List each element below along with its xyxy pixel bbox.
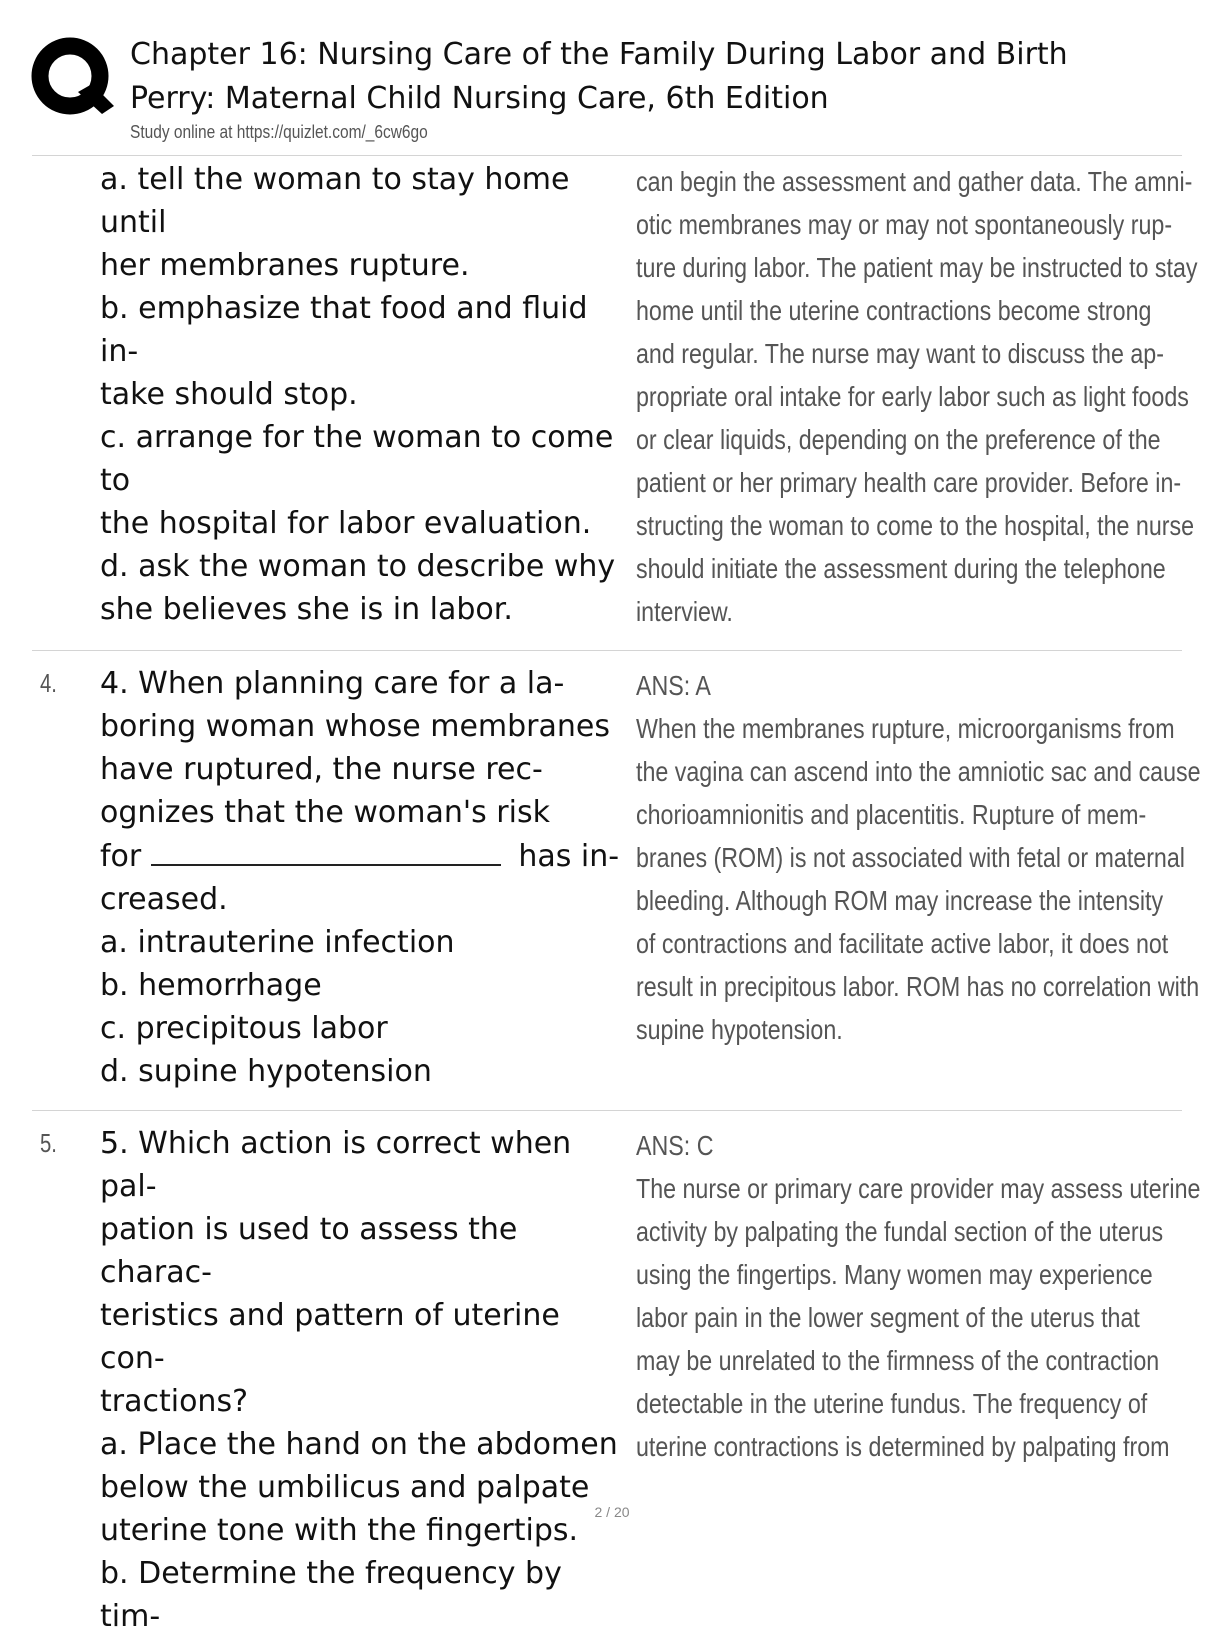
question-line: d. ask the woman to describe why [100, 549, 616, 584]
answer-key: ANS: C [636, 1130, 714, 1161]
question-line: pation is used to assess the charac- [100, 1212, 518, 1290]
study-online-link[interactable]: Study online at https://quizlet.com/_6cw6go [130, 122, 428, 142]
answer-line: propriate oral intake for early labor such as light foods [636, 381, 1189, 412]
question-line: uterine tone with the fingertips. [100, 1513, 579, 1548]
answer-line: supine hypotension. [636, 1014, 843, 1045]
answer-line: uterine contractions is determined by palpating from [636, 1431, 1170, 1462]
question-3-options [100, 158, 625, 631]
question-line: c. arrange for the woman to come to [100, 420, 614, 498]
answer-line: using the fingertips. Many women may experience [636, 1259, 1153, 1290]
question-4 [100, 662, 625, 1093]
question-line: b. emphasize that food and fluid in- [100, 291, 588, 369]
question-number: 5. [40, 1128, 57, 1158]
question-line: have ruptured, the nurse rec- [100, 752, 543, 787]
answer-line: can begin the assessment and gather data. The amni- [636, 166, 1193, 197]
question-line: boring woman whose membranes [100, 709, 610, 744]
question-line: 5. Which action is correct when pal- [100, 1126, 572, 1204]
answer-line: detectable in the uterine fundus. The frequency of [636, 1388, 1148, 1419]
blank-prefix: for [100, 839, 142, 874]
answer-line: activity by palpating the fundal section of the uterus [636, 1216, 1164, 1247]
option-d: d. supine hypotension [100, 1054, 432, 1089]
question-5 [100, 1122, 625, 1638]
answer-line: home until the uterine contractions become strong [636, 295, 1152, 326]
option-b: b. hemorrhage [100, 968, 322, 1003]
answer-line: The nurse or primary care provider may assess uterine [636, 1173, 1201, 1204]
question-line: below the umbilicus and palpate [100, 1470, 590, 1505]
question-line: her membranes rupture. [100, 248, 470, 283]
answer-line: structing the woman to come to the hospital, the nurse [636, 510, 1195, 541]
blank-suffix: has in- [518, 839, 620, 874]
answer-line: bleeding. Although ROM may increase the intensity [636, 885, 1164, 916]
question-line: 4. When planning care for a la- [100, 666, 565, 701]
answer-line: result in precipitous labor. ROM has no correlation with [636, 971, 1200, 1002]
question-line: she believes she is in labor. [100, 592, 513, 627]
answer-line: the vagina can ascend into the amniotic sac and cause [636, 756, 1201, 787]
question-line: creased. [100, 882, 228, 917]
answer-line: may be unrelated to the firmness of the contraction [636, 1345, 1160, 1376]
option-b: b. Determine the frequency by tim- [100, 1556, 562, 1634]
divider [32, 1110, 1182, 1111]
answer-line: and regular. The nurse may want to discuss the ap- [636, 338, 1164, 369]
page-header [30, 28, 1190, 154]
option-a: a. intrauterine infection [100, 925, 455, 960]
answer-line: should initiate the assessment during the telephone [636, 553, 1166, 584]
answer-line: ture during labor. The patient may be instructed to stay [636, 252, 1198, 283]
answer-line: chorioamnionitis and placentitis. Rupture of mem- [636, 799, 1147, 830]
answer-line: interview. [636, 596, 733, 627]
answer-line: labor pain in the lower segment of the uterus that [636, 1302, 1140, 1333]
question-line: a. tell the woman to stay home until [100, 162, 570, 240]
question-line: take should stop. [100, 377, 358, 412]
option-a: a. Place the hand on the abdomen [100, 1427, 618, 1462]
answer-key: ANS: A [636, 670, 711, 701]
option-c: c. precipitous labor [100, 1011, 388, 1046]
fill-in-blank [151, 834, 501, 866]
question-5-answer [636, 1124, 1206, 1468]
question-line: tractions? [100, 1384, 248, 1419]
answer-line: patient or her primary health care provider. Before in- [636, 467, 1182, 498]
divider [32, 155, 1182, 156]
question-line: ognizes that the woman's risk [100, 795, 550, 830]
quizlet-logo-icon [30, 36, 114, 120]
question-number: 4. [40, 668, 57, 698]
chapter-title: Chapter 16: Nursing Care of the Family During Labor and Birth [130, 37, 1068, 72]
divider [32, 650, 1182, 651]
answer-line: When the membranes rupture, microorganisms from [636, 713, 1175, 744]
question-line: the hospital for labor evaluation. [100, 506, 592, 541]
answer-line: or clear liquids, depending on the preference of the [636, 424, 1161, 455]
question-4-answer [636, 664, 1206, 1051]
book-title: Perry: Maternal Child Nursing Care, 6th Edition [130, 81, 829, 116]
answer-line: otic membranes may or may not spontaneously rup- [636, 209, 1173, 240]
page-indicator: 2 / 20 [594, 1504, 630, 1520]
answer-line: branes (ROM) is not associated with fetal or maternal [636, 842, 1185, 873]
question-blank-line [100, 834, 625, 878]
answer-line: of contractions and facilitate active labor, it does not [636, 928, 1169, 959]
question-line: teristics and pattern of uterine con- [100, 1298, 560, 1376]
question-3-answer [636, 160, 1206, 633]
